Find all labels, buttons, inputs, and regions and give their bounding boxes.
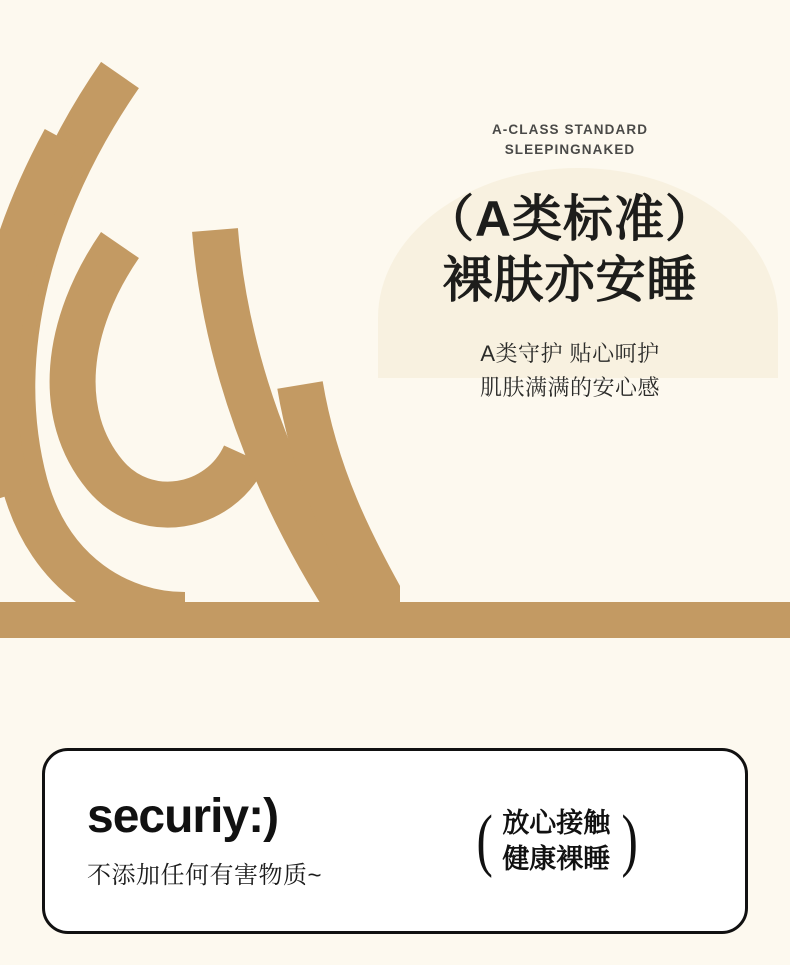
- security-pill-text: [496, 805, 616, 878]
- security-headline: securiy:): [87, 789, 279, 843]
- security-card: [42, 748, 748, 934]
- security-card-right: [473, 802, 642, 879]
- headline-line-2: 裸肤亦安睡: [442, 251, 698, 308]
- eyebrow-line-2: SLEEPINGNAKED: [504, 142, 636, 158]
- security-card-left: [45, 789, 457, 890]
- subheadline: [390, 337, 750, 405]
- brand-mark-icon: [0, 55, 400, 635]
- eyebrow-text: [390, 120, 750, 161]
- bracket-left-icon: (: [476, 802, 493, 879]
- eyebrow-line-1: A-CLASS STANDARD: [491, 122, 649, 137]
- subheadline-line-1: A类守护 贴心呵护: [480, 340, 660, 366]
- headline-line-1: （A类标准）: [423, 190, 717, 247]
- subheadline-line-2: 肌肤满满的安心感: [479, 374, 660, 400]
- ground-bar: [0, 602, 790, 638]
- pill-line-2: 健康裸睡: [502, 844, 611, 874]
- security-subtext: 不添加任何有害物质~: [87, 861, 323, 889]
- headline: [390, 189, 750, 311]
- bracket-right-icon: ): [621, 802, 639, 879]
- pill-line-1: 放心接触: [502, 807, 611, 838]
- hero-text-block: [390, 120, 750, 405]
